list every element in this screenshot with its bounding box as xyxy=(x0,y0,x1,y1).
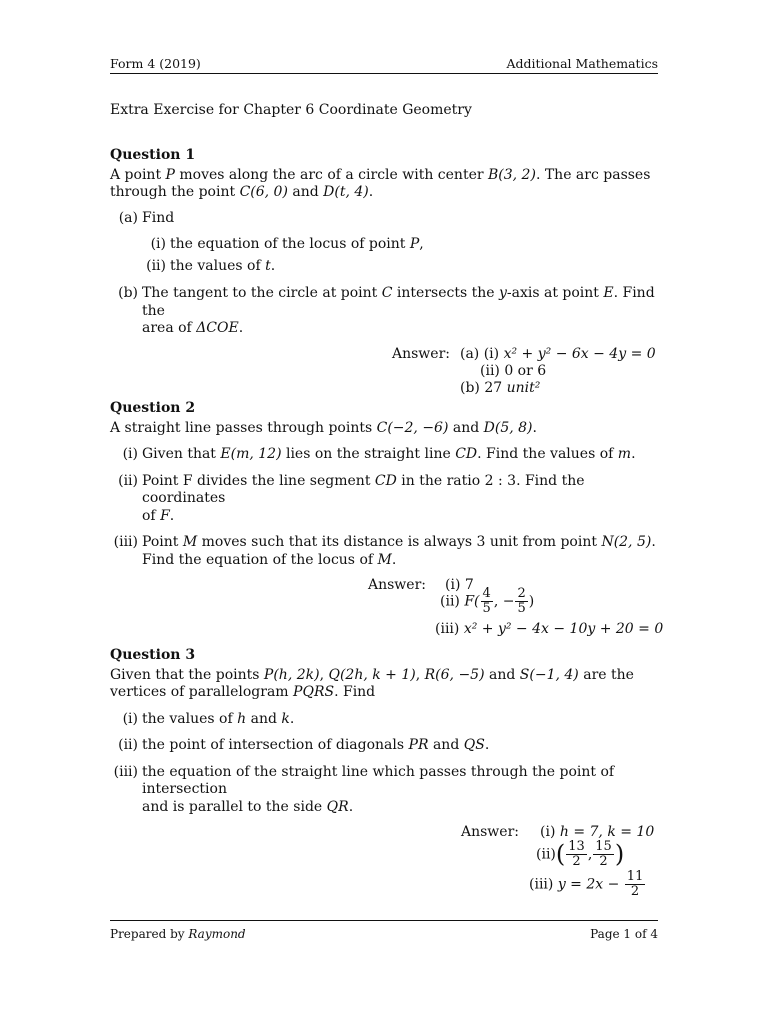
question-2-line-1: A straight line passes through points C(−2, −6) and D(5, 8). xyxy=(110,419,537,436)
question-1-part-b: (b) The tangent to the circle at point C intersects the y-axis at point E. Find the area of ΔCOE. xyxy=(118,285,655,336)
question-1 xyxy=(110,147,658,398)
question-2-title: Question 2 xyxy=(110,400,196,416)
question-3-part-ii: (ii) the point of intersection of diagonals PR and QS. xyxy=(118,737,490,753)
document-page xyxy=(110,0,664,1024)
page-footer xyxy=(110,927,658,941)
question-3 xyxy=(110,647,658,902)
question-1-title: Question 1 xyxy=(110,147,196,163)
question-1-answer: Answer: (a) (i) x² + y² − 6x − 4y = 0 (ii) 0 or 6 (b) 27 unit² xyxy=(392,345,656,396)
question-2-part-i: (i) Given that E(m, 12) lies on the straight line CD. Find the values of m. xyxy=(122,446,636,462)
intro-text: Extra Exercise for Chapter 6 Coordinate Geometry xyxy=(110,102,472,118)
header-right: Additional Mathematics xyxy=(506,56,658,71)
question-1-part-a-i: (i) the equation of the locus of point P, xyxy=(150,236,424,252)
page-header xyxy=(110,56,658,71)
question-3-part-i: (i) the values of h and k. xyxy=(122,710,295,727)
question-3-title: Question 3 xyxy=(110,647,196,663)
question-1-line-1: A point P moves along the arc of a circle with center B(3, 2). The arc passes xyxy=(110,166,651,183)
question-3-line-2: vertices of parallelogram PQRS. Find xyxy=(110,684,376,700)
question-2-part-ii: (ii) Point F divides the line segment CD in the ratio 2 : 3. Find the coordinates of F. xyxy=(118,472,585,524)
footer-page-number: Page 1 of 4 xyxy=(590,927,658,941)
question-1-part-a: (a) Find xyxy=(118,209,175,226)
header-left: Form 4 (2019) xyxy=(110,56,201,71)
footer-left: Prepared by Raymond xyxy=(110,927,246,941)
question-2 xyxy=(110,400,664,637)
question-1-line-2: through the point C(6, 0) and D(t, 4). xyxy=(110,184,374,200)
question-2-answer: Answer: (i) 7 (ii) F( $\frac{4}{5}$ , − $\frac{2}{5}$ ) (iii) x² + y² − 4x − 10y + 20 = 0 xyxy=(368,577,664,637)
footer-rule xyxy=(110,920,658,921)
header-rule xyxy=(110,73,658,74)
question-2-part-iii: (iii) Point M moves such that its distance is always 3 unit from point N(2, 5). Find the equation of the locus of M. xyxy=(113,534,656,568)
question-3-part-iii: (iii) the equation of the straight line which passes through the point of intersection and is parallel to the side QR. xyxy=(113,763,615,815)
question-1-part-a-ii: (ii) the values of t. xyxy=(146,257,276,274)
question-3-line-1: Given that the points P(h, 2k), Q(2h, k + 1), R(6, −5) and S(−1, 4) are the xyxy=(110,666,634,683)
question-3-answer: Answer: (i) h = 7, k = 10 (ii)( $\frac{13}{2}$ , $\frac{15}{2}$ ) (iii) y = 2x − $\frac{11}{2}$ xyxy=(461,824,655,899)
